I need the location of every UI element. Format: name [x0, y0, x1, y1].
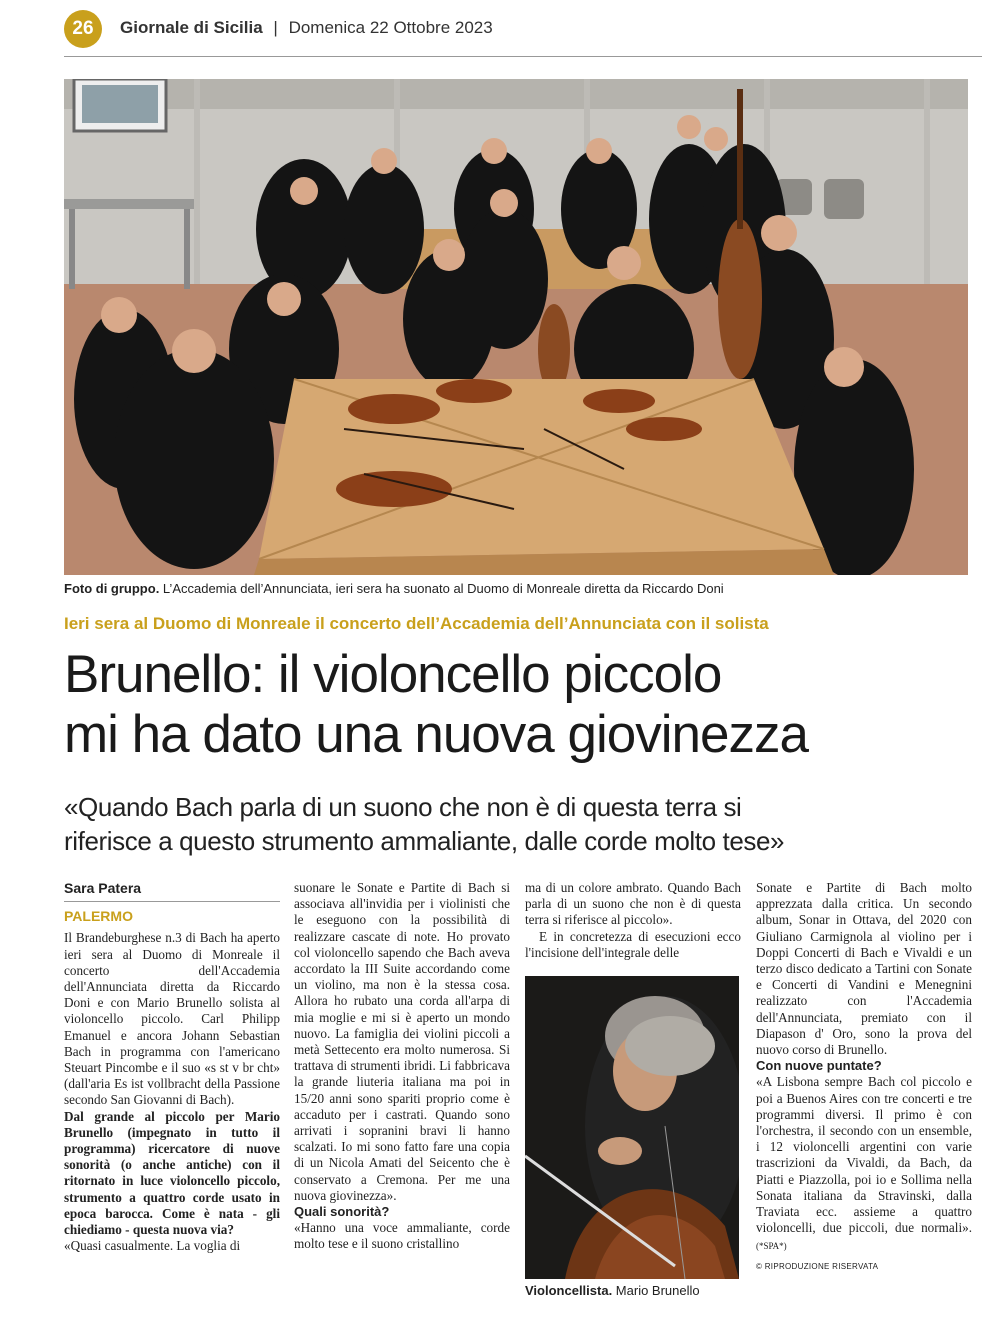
photo-caption: [64, 581, 968, 596]
portrait-caption-lead: Violoncellista.: [525, 1283, 613, 1298]
paragraph: suonare le Sonate e Partite di Bach si associava all'invidia per i violinisti che le eseguono con la possibilità di realizzare cascate di note. Ho provato col violoncello sapendo che Bach aveva accordato la III Suite accordando come un violino, ma non è la stessa cosa. Allora ho rubato una corda all'arpa di mia moglie e mi si è aperto un mondo nuovo. La famiglia dei violini piccoli a metà Settecento era molto numerosa. Si trattava di strumenti ibridi. Li fabbricava la grande liuteria italiana ma poi in 15/20 anni sono spariti proprio come è accaduto per i castrati. Quando sono arrivati i sopranini bravi li hanno scalzati. Io mi sono fatto fare una copia di un Nicola Amati del Seicento che è conservato a Cremona. Per me una nuova giovinezza».: [294, 880, 510, 1203]
paragraph: E in concretezza di esecuzioni ecco l'incisione dell'integrale delle: [525, 928, 741, 960]
interview-question: Con nuove puntate?: [756, 1058, 882, 1074]
article-column-3: [525, 880, 741, 961]
newspaper-name: Giornale di Sicilia: [120, 18, 263, 37]
paragraph: Sonate e Partite di Bach molto apprezzata dalla critica. Un secondo album, Sonar in Ottava, del 2020 con Giuliano Carmignola al violino per i Doppi Concerti di Bach e Vivaldi e un terzo disco dedicato a Tartini con Sonate e Concerti di Vandini e Menegnini realizzato con l'Accademia dell'Annunciata, premiato con il Diapason d' Oro, sono la prova del nuovo corso di Brunello.: [756, 880, 972, 1058]
page-header: [64, 10, 982, 57]
headline-line-2: mi ha dato una nuova giovinezza: [64, 705, 808, 764]
subheadline: [64, 790, 974, 858]
photo-caption-text: L’Accademia dell’Annunciata, ieri sera ha suonato al Duomo di Monreale diretta da Riccardo Doni: [159, 581, 724, 596]
group-photo: [64, 79, 968, 575]
paragraph: Il Brandeburghese n.3 di Bach ha aperto ieri sera al Duomo di Monreale il concerto dell'Accademia dell'Annunciata diretta da Riccardo Doni e con Mario Brunello solista al violoncello piccolo. Carl Philipp Emanuel e ancora Johann Sebastian Bach in programma con l'americano Steuart Pincombe e il suo «s st v br cht» (dall'aria Es ist vollbracht della Passione secondo San Giovanni di Bach).: [64, 930, 280, 1108]
dateline: PALERMO: [64, 908, 133, 925]
photo-caption-lead: Foto di gruppo.: [64, 581, 160, 596]
paragraph: «Hanno una voce ammaliante, corde molto tese e il suono cristallino: [294, 1220, 510, 1252]
paragraph-text: «A Lisbona sempre Bach col piccolo e poi a Buenos Aires con tre concerti e tre programmi diversi. Il primo è con l'orchestra, il secondo con un ensemble, i 12 violoncelli argentini con varie trascrizioni da Vivaldi, da Bach, da Piatti e Piazzolla, poi io e Sollima nella Sonata italiana da Stravinski, dalla Traviata ecc. assieme a quattro violoncelli, due piccoli, due normali».: [756, 1074, 972, 1236]
interview-question: Quali sonorità?: [294, 1204, 390, 1220]
portrait-caption-text: Mario Brunello: [612, 1283, 700, 1298]
article-column-1: [64, 880, 280, 1254]
paragraph: ma di un colore ambrato. Quando Bach parla di un suono che non è di questa terra si riferisce al piccolo».: [525, 880, 741, 928]
subheadline-line-1: «Quando Bach parla di un suono che non è di questa terra si: [64, 792, 742, 822]
article-column-4: [756, 880, 972, 1275]
masthead: [120, 18, 493, 38]
interview-question: Dal grande al piccolo per Mario Brunello (impegnato in tutto il programma) ricercatore di nuove sonorità (o anche antiche) con il ritornato in luce violoncello piccolo, strumento a quattro corde usato in epoca barocca. Come è nata - gli chiediamo - questa nuova via?: [64, 1108, 280, 1238]
portrait-caption: [525, 1283, 739, 1298]
masthead-separator: |: [273, 18, 278, 37]
cellist-portrait-photo: [525, 976, 739, 1279]
issue-date: Domenica 22 Ottobre 2023: [288, 18, 493, 37]
page-number-badge: 26: [64, 10, 102, 48]
article-column-2: [294, 880, 510, 1253]
copyright-notice: © RIPRODUZIONE RISERVATA: [756, 1261, 879, 1271]
paragraph: [756, 1074, 972, 1254]
author-initials: (*SPA*): [756, 1241, 787, 1252]
kicker: Ieri sera al Duomo di Monreale il concerto dell’Accademia dell’Annunciata con il solista: [64, 614, 769, 633]
byline: Sara Patera: [64, 880, 280, 902]
headline: [64, 645, 974, 765]
subheadline-line-2: riferisce a questo strumento ammaliante, dalle corde molto tese»: [64, 826, 785, 856]
headline-line-1: Brunello: il violoncello piccolo: [64, 645, 722, 704]
paragraph: «Quasi casualmente. La voglia di: [64, 1238, 241, 1254]
